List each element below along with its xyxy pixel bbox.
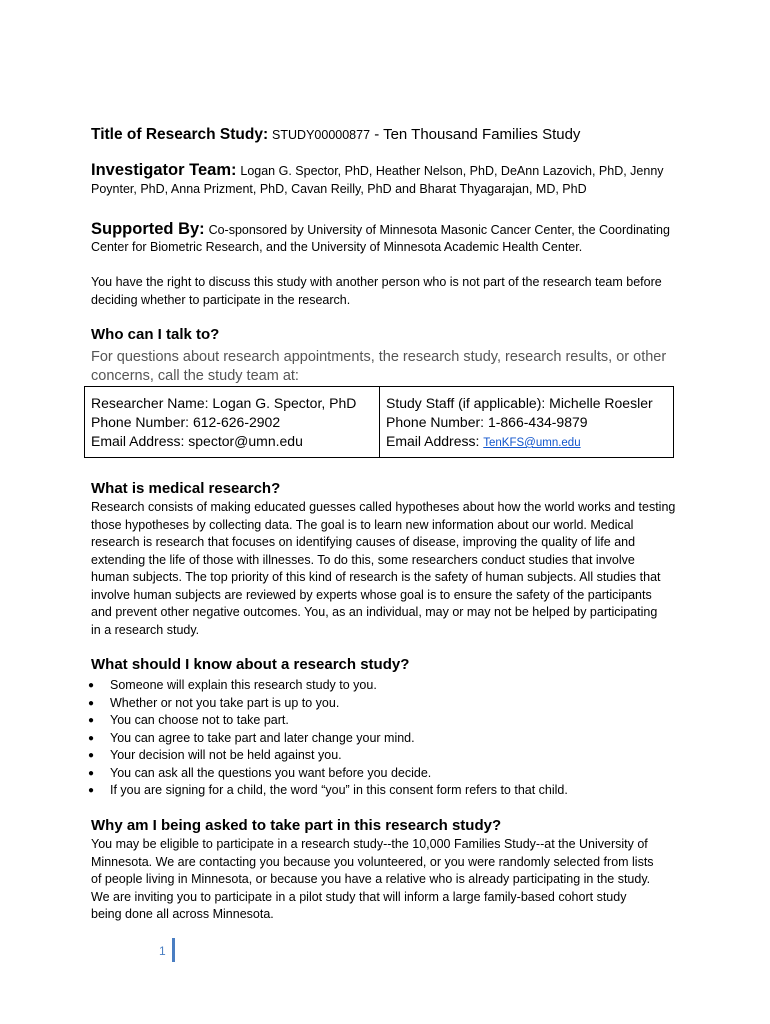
medical-research-heading: What is medical research? — [91, 480, 281, 497]
talk-intro-line: For questions about research appointments, the research study, research results, or other — [91, 349, 667, 365]
study-title — [91, 126, 683, 144]
paragraph-line: involve human subjects are reviewed by experts whose goal is to ensure the safety of the participants — [91, 587, 652, 602]
paragraph-line: those hypotheses by collecting data. The goal is to learn new information about our world. Medical — [91, 517, 634, 532]
investigator-line-1: Logan G. Spector, PhD, Heather Nelson, PhD, DeAnn Lazovich, PhD, Jenny — [240, 164, 664, 178]
supported-by — [91, 221, 683, 239]
medical-research-paragraph — [91, 499, 683, 639]
page-number: 1 — [159, 944, 166, 958]
study-staff-email-link[interactable]: TenKFS@umn.edu — [483, 437, 581, 449]
supported-label: Supported By: — [91, 220, 205, 238]
list-item: ● Someone will explain this research study to you. — [88, 677, 680, 695]
rights-paragraph — [91, 274, 683, 309]
study-staff-name: Study Staff (if applicable): Michelle Roesler — [386, 395, 653, 411]
staff-contact-cell — [379, 387, 673, 457]
rights-line: You have the right to discuss this study with another person who is not part of the research team before — [91, 275, 662, 289]
paragraph-line: Minnesota. We are contacting you because you volunteered, or you were randomly selected from lists — [91, 854, 654, 869]
supported-line-1: Co-sponsored by University of Minnesota Masonic Cancer Center, the Coordinating — [208, 223, 670, 237]
list-item: ● Whether or not you take part is up to you. — [88, 695, 680, 713]
list-item: ● If you are signing for a child, the word “you” in this consent form refers to that child. — [88, 782, 680, 800]
talk-intro-line: concerns, call the study team at: — [91, 368, 299, 384]
supported-line-2: Center for Biometric Research, and the University of Minnesota Academic Health Center. — [91, 240, 583, 254]
investigator-team — [91, 162, 683, 180]
paragraph-line: of people living in Minnesota, or because you have a relative who is already participating in the study. — [91, 872, 651, 886]
contact-table — [84, 386, 674, 458]
investigator-label: Investigator Team: — [91, 161, 237, 179]
why-asked-paragraph — [91, 836, 683, 924]
list-item: ● You can choose not to take part. — [88, 712, 680, 730]
rights-line: deciding whether to participate in the research. — [91, 292, 351, 307]
study-id: STUDY00000877 — [272, 128, 371, 142]
paragraph-line: being done all across Minnesota. — [91, 907, 274, 921]
study-staff-email-label: Email Address: — [386, 433, 484, 449]
list-item: ● You can agree to take part and later change your mind. — [88, 730, 680, 748]
study-staff-phone: Phone Number: 1-866-434-9879 — [386, 414, 588, 430]
list-item: ● You can ask all the questions you want before you decide. — [88, 765, 680, 783]
study-title-text: - Ten Thousand Families Study — [370, 126, 581, 143]
paragraph-line: and prevent other negative outcomes. You, as an individual, may or may not be helped by participating — [91, 605, 658, 619]
researcher-contact-cell — [85, 387, 379, 457]
researcher-phone: Phone Number: 612-626-2902 — [91, 414, 281, 430]
paragraph-line: research is research that focuses on identifying causes of disease, improving the quality of life and — [91, 535, 636, 549]
researcher-email: Email Address: spector@umn.edu — [91, 433, 303, 449]
why-asked-heading: Why am I being asked to take part in this research study? — [91, 817, 502, 834]
paragraph-line: We are inviting you to participate in a pilot study that will inform a large family-based cohort study — [91, 889, 627, 904]
study-staff-email — [386, 432, 667, 453]
study-title-label: Title of Research Study: — [91, 126, 269, 143]
know-bullet-list — [88, 677, 680, 800]
page-number-divider — [172, 938, 175, 962]
paragraph-line: You may be eligible to participate in a research study--the 10,000 Families Study--at the University of — [91, 837, 648, 851]
list-item: ● Your decision will not be held against you. — [88, 747, 680, 765]
paragraph-line: Research consists of making educated guesses called hypotheses about how the world works and testing — [91, 500, 676, 514]
researcher-name: Researcher Name: Logan G. Spector, PhD — [91, 395, 357, 411]
talk-intro — [91, 348, 683, 386]
paragraph-line: in a research study. — [91, 622, 200, 637]
investigator-line-2: Poynter, PhD, Anna Prizment, PhD, Cavan Reilly, PhD and Bharat Thyagarajan, MD, PhD — [91, 182, 587, 196]
who-can-i-talk-to-heading: Who can I talk to? — [91, 326, 220, 343]
paragraph-line: extending the life of those with illnesses. To do this, some researchers conduct studies that involve — [91, 552, 635, 567]
paragraph-line: human subjects. The top priority of this kind of research is the safety of human subjects. All studies that — [91, 570, 661, 584]
what-should-i-know-heading: What should I know about a research study? — [91, 656, 410, 673]
